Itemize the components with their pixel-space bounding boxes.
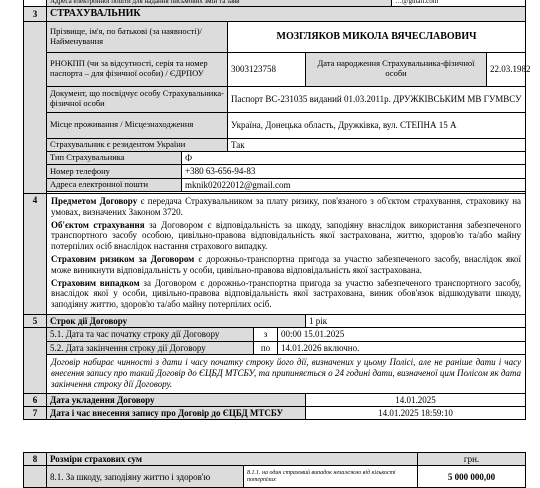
risk-paragraph: Страховим ризиком за Договором є дорожньо-транспортна пригода за участю забезпеченого засобу, внаслідок якої може виникнути відповідальність у особи, цивільно-правова відповідальність якої застрахована.	[51, 253, 522, 275]
start-label: 5.1. Дата та час початку строку дії Договору	[47, 328, 254, 341]
section-3-header	[24, 7, 526, 22]
term-title: Строк дії Договору	[47, 314, 306, 327]
section-number: 3	[24, 7, 47, 22]
term-note: Договір набирає чинності з дати і часу початку строку його дії, визначених у цьому Полісі, але не раніше дати і часу внесення запису про такий Договір до ЄЦБД МТСБУ, та припиняється о 24 годині дати, визначеної цим Полісом як дата закінчення строку дії Договору.	[47, 354, 526, 393]
section-number: 4	[24, 193, 47, 314]
top-row-value: …@gmail.com	[392, 0, 526, 7]
section-8-header	[24, 453, 526, 466]
section-title: СТРАХУВАЛЬНИК	[47, 7, 526, 22]
name-label: Прізвище, ім'я, по батькові (за наявності)/ Найменування	[47, 21, 228, 52]
address-value: Україна, Донецька область, Дружківка, вул. СТЕПНА 15 А	[228, 112, 526, 138]
email-row	[24, 178, 526, 191]
phone-row	[24, 165, 526, 178]
top-row-label: Адреса електронної пошти для надання письмових змін та заяв	[47, 0, 392, 7]
sum-row-life	[24, 466, 526, 488]
type-value: Ф	[182, 151, 526, 164]
term-start-row	[24, 328, 526, 341]
document-value: Паспорт ВС-231035 виданий 01.03.2011р. ДРУЖКІВСЬКИМ МВ ГУМВСУ	[228, 86, 526, 112]
insured-name: МОЗГЛЯКОВ МИКОЛА ВЯЧЕСЛАВОВИЧ	[228, 21, 526, 52]
document-label: Документ, що посвідчує особу Страхувальника-фізичної особи	[47, 86, 228, 112]
registry-date-label: Дата і час внесення запису про Договір до ЄЦБД МТСБУ	[47, 407, 306, 420]
case-paragraph: Страховим випадком за Договором є дорожньо-транспортна пригода за участю забезпеченого транспортного засобу, внаслідок якої у особи, цивільно-правова відповідальність якої застрахована, виник обов'язок відшкодувати шкоду, заподіяну життю, здоров'ю та/або майну потерпілих осіб.	[51, 277, 522, 310]
rnokpp-row	[24, 52, 526, 86]
start-value: 00:00 15.01.2025	[278, 328, 526, 341]
insured-name-row	[24, 21, 526, 52]
currency: грн.	[418, 453, 526, 466]
resident-row	[24, 138, 526, 151]
section-number: 6	[24, 393, 47, 406]
subject-paragraph: Предметом Договору є передача Страхувальником за плату ризику, пов'язаного з об'єктом страхування, страховику на умовах, визначених Законом 3720.	[51, 195, 522, 217]
section-number: 5	[24, 314, 47, 327]
resident-value: Так	[228, 138, 526, 151]
term-note-row	[24, 354, 526, 393]
sum-row-label: 8.1. За шкоду, заподіяну життю і здоров'ю	[47, 466, 244, 488]
section-6	[24, 393, 526, 406]
section-4	[24, 193, 526, 314]
rnokpp-value: 3003123758	[228, 52, 306, 86]
section-number: 7	[24, 407, 47, 420]
term-value: 1 рік	[306, 314, 526, 327]
dob-value: 22.03.1982	[487, 52, 526, 86]
section-7	[24, 407, 526, 420]
object-paragraph: Об'єктом страхування за Договором є відповідальність за шкоду, заподіяну внаслідок використання забезпеченого транспортного засобу особою, цивільно-правова відповідальність якої застрахована, життю, здоров'ю та/або майну потерпілих осіб внаслідок настання страхового випадку.	[51, 219, 522, 252]
resident-label: Страхувальник є резидентом України	[47, 138, 228, 151]
sums-table	[23, 452, 526, 488]
sum-row-note: 8.1.1. на один страховий випадок незалежно від кількості потерпілих	[244, 466, 418, 488]
end-label: 5.2. Дата закінчення строку дії Договору	[47, 341, 254, 354]
type-row	[24, 151, 526, 164]
end-value: 14.01.2026 включно.	[278, 341, 526, 354]
document-row	[24, 86, 526, 112]
sums-title: Розміри страхових сум	[47, 453, 418, 466]
dob-label: Дата народження Страхувальника-фізичної особи	[306, 52, 487, 86]
section-5-header	[24, 314, 526, 327]
section-number: 8	[24, 453, 47, 466]
start-prefix: з	[254, 328, 278, 341]
sum-row-value: 5 000 000,00	[418, 466, 526, 488]
email-value: mknik02022012@gmail.com	[182, 178, 526, 191]
conclusion-date-value: 14.01.2025	[306, 393, 526, 406]
type-label: Тип Страхувальника	[47, 151, 182, 164]
email-label: Адреса електронної пошти	[47, 178, 182, 191]
conclusion-date-label: Дата укладення Договору	[47, 393, 306, 406]
registry-date-value: 14.01.2025 18:59:10	[306, 407, 526, 420]
policy-table	[23, 0, 531, 420]
phone-label: Номер телефону	[47, 165, 182, 178]
rnokpp-label: РНОКПП (чи за відсутності, серія та номер паспорта – для фізичної особи) / ЄДРПОУ	[47, 52, 228, 86]
address-row	[24, 112, 526, 138]
term-end-row	[24, 341, 526, 354]
phone-value: +380 63-656-94-83	[182, 165, 526, 178]
address-label: Місце проживання / Місцезнаходження	[47, 112, 228, 138]
end-prefix: по	[254, 341, 278, 354]
